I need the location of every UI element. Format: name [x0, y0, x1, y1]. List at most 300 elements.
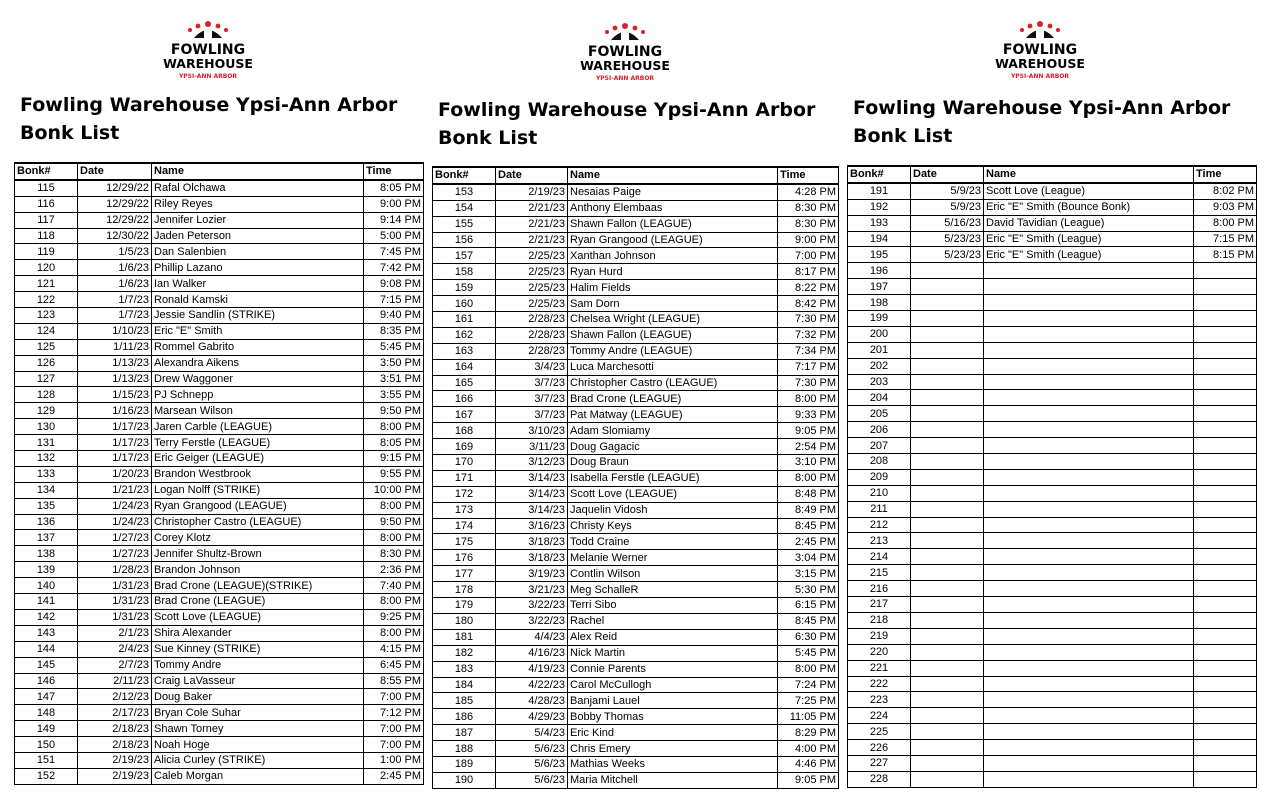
bonk-number-cell: 126	[15, 355, 78, 371]
time-cell: 8:00 PM	[364, 530, 424, 546]
bonk-number-cell: 223	[848, 692, 911, 708]
table-row	[15, 482, 424, 498]
date-cell	[911, 692, 984, 708]
name-cell: Eric Geiger (LEAGUE)	[152, 451, 364, 467]
bonk-number-cell: 215	[848, 565, 911, 581]
date-cell: 2/19/23	[496, 184, 568, 200]
name-cell: Logan Nolff (STRIKE)	[152, 482, 364, 498]
table-row	[433, 534, 839, 550]
name-cell: Chelsea Wright (LEAGUE)	[568, 312, 778, 328]
bonk-number-cell: 207	[848, 438, 911, 454]
time-cell: 6:30 PM	[778, 629, 839, 645]
bonk-number-cell: 179	[433, 598, 496, 614]
name-cell: Ryan Hurd	[568, 264, 778, 280]
time-cell: 4:00 PM	[778, 741, 839, 757]
title-line2: Bonk List	[20, 122, 120, 144]
bonk-number-cell: 170	[433, 455, 496, 471]
bonk-number-cell: 214	[848, 549, 911, 565]
time-cell: 5:00 PM	[364, 228, 424, 244]
time-cell: 9:08 PM	[364, 276, 424, 292]
date-cell: 2/17/23	[78, 705, 152, 721]
name-cell: Banjami Lauel	[568, 693, 778, 709]
table-row	[848, 263, 1257, 279]
table-row	[15, 276, 424, 292]
date-cell: 2/25/23	[496, 296, 568, 312]
date-cell: 3/7/23	[496, 407, 568, 423]
time-cell: 3:15 PM	[778, 566, 839, 582]
name-cell: Shira Alexander	[152, 625, 364, 641]
bonk-number-cell: 171	[433, 470, 496, 486]
table-row	[848, 533, 1257, 549]
time-cell: 7:34 PM	[778, 343, 839, 359]
table-row	[15, 578, 424, 594]
date-cell: 3/12/23	[496, 455, 568, 471]
bonk-number-cell: 208	[848, 454, 911, 470]
name-cell: Eric "E" Smith	[152, 323, 364, 339]
name-cell	[984, 469, 1194, 485]
date-cell: 3/18/23	[496, 534, 568, 550]
bonk-table-3	[847, 165, 1257, 788]
name-cell: Tommy Andre	[152, 657, 364, 673]
date-cell: 12/29/22	[78, 196, 152, 212]
bonk-number-cell: 140	[15, 578, 78, 594]
table-row	[433, 741, 839, 757]
date-cell: 2/21/23	[496, 232, 568, 248]
date-cell	[911, 644, 984, 660]
date-cell	[911, 295, 984, 311]
page-title	[20, 91, 397, 147]
logo-graphic	[990, 12, 1090, 82]
name-cell	[984, 263, 1194, 279]
date-cell	[911, 279, 984, 295]
table-row	[15, 339, 424, 355]
table-row	[15, 546, 424, 562]
date-cell: 12/30/22	[78, 228, 152, 244]
name-cell: Doug Baker	[152, 689, 364, 705]
time-cell: 7:00 PM	[364, 721, 424, 737]
date-cell: 4/4/23	[496, 629, 568, 645]
date-cell	[911, 740, 984, 756]
bonk-number-cell: 187	[433, 725, 496, 741]
name-cell: Christopher Castro (LEAGUE)	[568, 375, 778, 391]
date-cell: 3/4/23	[496, 359, 568, 375]
bonk-number-cell: 185	[433, 693, 496, 709]
page-title	[438, 96, 815, 152]
title-line2: Bonk List	[853, 125, 953, 147]
name-cell	[984, 279, 1194, 295]
table-row	[433, 598, 839, 614]
time-cell: 7:24 PM	[778, 677, 839, 693]
table-row	[848, 374, 1257, 390]
name-cell: Halim Fields	[568, 280, 778, 296]
time-cell: 9:00 PM	[364, 196, 424, 212]
bonk-number-cell: 145	[15, 657, 78, 673]
date-cell: 3/21/23	[496, 582, 568, 598]
table-row	[848, 581, 1257, 597]
table-row	[15, 196, 424, 212]
time-cell: 7:17 PM	[778, 359, 839, 375]
table-row	[848, 565, 1257, 581]
time-cell: 5:45 PM	[778, 645, 839, 661]
time-cell: 8:45 PM	[778, 518, 839, 534]
table-row	[848, 326, 1257, 342]
table-row	[15, 594, 424, 610]
table-row	[433, 184, 839, 200]
name-cell: Marsean Wilson	[152, 403, 364, 419]
name-cell: Rafal Olchawa	[152, 180, 364, 196]
date-cell: 1/24/23	[78, 498, 152, 514]
name-cell: Craig LaVasseur	[152, 673, 364, 689]
bonk-number-cell: 160	[433, 296, 496, 312]
name-cell: Alexandra Aikens	[152, 355, 364, 371]
name-cell	[984, 326, 1194, 342]
name-cell: Nick Martin	[568, 645, 778, 661]
name-cell: Rachel	[568, 613, 778, 629]
bonk-number-cell: 203	[848, 374, 911, 390]
name-cell: Caleb Morgan	[152, 768, 364, 784]
name-cell: Brad Crone (LEAGUE)	[568, 391, 778, 407]
date-cell: 2/1/23	[78, 625, 152, 641]
time-cell: 9:50 PM	[364, 514, 424, 530]
date-cell: 3/10/23	[496, 423, 568, 439]
time-cell	[1194, 533, 1257, 549]
name-cell	[984, 708, 1194, 724]
table-row	[848, 724, 1257, 740]
table-row	[433, 756, 839, 772]
table-row	[848, 628, 1257, 644]
bonk-number-cell: 134	[15, 482, 78, 498]
bonk-number-cell: 198	[848, 295, 911, 311]
time-cell	[1194, 740, 1257, 756]
date-cell: 2/25/23	[496, 248, 568, 264]
table-row	[15, 498, 424, 514]
date-cell	[911, 469, 984, 485]
time-cell: 6:45 PM	[364, 657, 424, 673]
table-row	[848, 644, 1257, 660]
time-cell: 9:05 PM	[778, 772, 839, 788]
bonk-number-cell: 205	[848, 406, 911, 422]
time-cell	[1194, 469, 1257, 485]
name-cell	[984, 660, 1194, 676]
date-cell	[911, 342, 984, 358]
date-cell: 2/7/23	[78, 657, 152, 673]
header-time: Time	[778, 167, 839, 184]
table-row	[848, 342, 1257, 358]
name-cell: Dan Salenbien	[152, 244, 364, 260]
name-cell	[984, 597, 1194, 613]
date-cell: 5/4/23	[496, 725, 568, 741]
time-cell: 10:00 PM	[364, 482, 424, 498]
name-cell: Maria Mitchell	[568, 772, 778, 788]
time-cell	[1194, 311, 1257, 327]
time-cell: 8:42 PM	[778, 296, 839, 312]
name-cell: Phillip Lazano	[152, 260, 364, 276]
name-cell	[984, 358, 1194, 374]
bonk-number-cell: 220	[848, 644, 911, 660]
bonk-number-cell: 169	[433, 439, 496, 455]
logo-sub: YPSI-ANN ARBOR	[1010, 73, 1070, 80]
table-row	[433, 248, 839, 264]
time-cell: 8:55 PM	[364, 673, 424, 689]
time-cell	[1194, 438, 1257, 454]
name-cell	[984, 771, 1194, 787]
name-cell: Luca Marchesotti	[568, 359, 778, 375]
bonk-number-cell: 120	[15, 260, 78, 276]
table-row	[433, 518, 839, 534]
date-cell: 1/17/23	[78, 419, 152, 435]
table-row	[433, 502, 839, 518]
bonk-number-cell: 218	[848, 612, 911, 628]
logo-line1: FOWLING	[170, 42, 246, 58]
time-cell: 7:42 PM	[364, 260, 424, 276]
date-cell	[911, 326, 984, 342]
name-cell: Alicia Curley (STRIKE)	[152, 752, 364, 768]
table-row	[15, 308, 424, 324]
table-row	[848, 469, 1257, 485]
table-row	[848, 708, 1257, 724]
date-cell: 5/6/23	[496, 772, 568, 788]
table-row	[433, 677, 839, 693]
time-cell: 9:50 PM	[364, 403, 424, 419]
header-time: Time	[1194, 166, 1257, 183]
bonk-number-cell: 137	[15, 530, 78, 546]
date-cell: 5/23/23	[911, 231, 984, 247]
name-cell	[984, 581, 1194, 597]
name-cell	[984, 342, 1194, 358]
name-cell: Jaden Peterson	[152, 228, 364, 244]
bonk-number-cell: 213	[848, 533, 911, 549]
table-row	[15, 371, 424, 387]
logo-line2: WAREHOUSE	[995, 56, 1085, 71]
header-time: Time	[364, 163, 424, 180]
bonk-number-cell: 227	[848, 755, 911, 771]
date-cell: 2/19/23	[78, 752, 152, 768]
table-row	[15, 530, 424, 546]
date-cell: 1/24/23	[78, 514, 152, 530]
name-cell: Scott Love (League)	[984, 183, 1194, 199]
header-date: Date	[78, 163, 152, 180]
bonk-number-cell: 152	[15, 768, 78, 784]
table-row	[848, 247, 1257, 263]
name-cell: Jennifer Lozier	[152, 212, 364, 228]
name-cell: Xanthan Johnson	[568, 248, 778, 264]
date-cell: 1/20/23	[78, 466, 152, 482]
bonk-number-cell: 153	[433, 184, 496, 200]
bonk-number-cell: 194	[848, 231, 911, 247]
name-cell: Drew Waggoner	[152, 371, 364, 387]
bonk-number-cell: 219	[848, 628, 911, 644]
date-cell	[911, 549, 984, 565]
date-cell: 3/7/23	[496, 391, 568, 407]
date-cell: 3/11/23	[496, 439, 568, 455]
table-row	[15, 689, 424, 705]
name-cell: Shawn Fallon (LEAGUE)	[568, 216, 778, 232]
table-row	[848, 501, 1257, 517]
time-cell: 7:15 PM	[364, 292, 424, 308]
date-cell	[911, 724, 984, 740]
time-cell	[1194, 597, 1257, 613]
time-cell: 9:14 PM	[364, 212, 424, 228]
date-cell: 1/27/23	[78, 546, 152, 562]
date-cell: 5/16/23	[911, 215, 984, 231]
time-cell: 5:30 PM	[778, 582, 839, 598]
bonk-number-cell: 193	[848, 215, 911, 231]
bonk-number-cell: 148	[15, 705, 78, 721]
table-row	[848, 692, 1257, 708]
date-cell: 1/17/23	[78, 435, 152, 451]
name-cell: Tommy Andre (LEAGUE)	[568, 343, 778, 359]
time-cell	[1194, 501, 1257, 517]
logo-sub: YPSI-ANN ARBOR	[178, 73, 238, 80]
bonk-number-cell: 130	[15, 419, 78, 435]
table-row	[15, 705, 424, 721]
table-row	[848, 438, 1257, 454]
time-cell	[1194, 724, 1257, 740]
table-row	[848, 660, 1257, 676]
time-cell: 8:35 PM	[364, 323, 424, 339]
title-line1: Fowling Warehouse Ypsi-Ann Arbor	[438, 99, 816, 121]
time-cell: 8:00 PM	[364, 594, 424, 610]
date-cell	[911, 676, 984, 692]
date-cell	[911, 263, 984, 279]
bonk-number-cell: 138	[15, 546, 78, 562]
name-cell: Doug Gagacic	[568, 439, 778, 455]
date-cell	[911, 581, 984, 597]
name-cell: Ian Walker	[152, 276, 364, 292]
logo-sub: YPSI-ANN ARBOR	[595, 75, 655, 82]
time-cell: 8:02 PM	[1194, 183, 1257, 199]
name-cell: Connie Parents	[568, 661, 778, 677]
date-cell	[911, 438, 984, 454]
time-cell: 8:30 PM	[364, 546, 424, 562]
date-cell	[911, 565, 984, 581]
date-cell: 1/31/23	[78, 578, 152, 594]
time-cell	[1194, 771, 1257, 787]
table-row	[15, 737, 424, 753]
table-row	[15, 673, 424, 689]
date-cell: 2/4/23	[78, 641, 152, 657]
time-cell: 9:40 PM	[364, 308, 424, 324]
name-cell: Isabella Ferstle (LEAGUE)	[568, 470, 778, 486]
name-cell: Sam Dorn	[568, 296, 778, 312]
date-cell: 1/16/23	[78, 403, 152, 419]
date-cell: 1/31/23	[78, 609, 152, 625]
bonk-number-cell: 217	[848, 597, 911, 613]
time-cell: 8:30 PM	[778, 200, 839, 216]
date-cell: 5/6/23	[496, 741, 568, 757]
time-cell	[1194, 517, 1257, 533]
time-cell: 7:00 PM	[364, 737, 424, 753]
date-cell: 3/14/23	[496, 470, 568, 486]
date-cell: 2/12/23	[78, 689, 152, 705]
table-row	[433, 661, 839, 677]
name-cell	[984, 740, 1194, 756]
time-cell: 3:51 PM	[364, 371, 424, 387]
name-cell	[984, 692, 1194, 708]
time-cell: 11:05 PM	[778, 709, 839, 725]
table-row	[848, 549, 1257, 565]
table-row	[848, 755, 1257, 771]
bonk-number-cell: 159	[433, 280, 496, 296]
date-cell	[911, 406, 984, 422]
time-cell: 7:45 PM	[364, 244, 424, 260]
date-cell	[911, 358, 984, 374]
time-cell: 7:32 PM	[778, 327, 839, 343]
table-row	[848, 406, 1257, 422]
table-row	[433, 359, 839, 375]
bonk-number-cell: 163	[433, 343, 496, 359]
date-cell: 2/18/23	[78, 721, 152, 737]
name-cell: Contlin Wilson	[568, 566, 778, 582]
date-cell: 2/18/23	[78, 737, 152, 753]
bonk-number-cell: 131	[15, 435, 78, 451]
table-row	[848, 771, 1257, 787]
date-cell: 2/19/23	[78, 768, 152, 784]
bonk-number-cell: 201	[848, 342, 911, 358]
table-row	[15, 466, 424, 482]
name-cell: Brad Crone (LEAGUE)(STRIKE)	[152, 578, 364, 594]
bonk-number-cell: 174	[433, 518, 496, 534]
name-cell	[984, 311, 1194, 327]
time-cell: 8:00 PM	[364, 498, 424, 514]
bonk-number-cell: 158	[433, 264, 496, 280]
bonk-number-cell: 204	[848, 390, 911, 406]
title-line2: Bonk List	[438, 127, 538, 149]
bonk-number-cell: 124	[15, 323, 78, 339]
date-cell: 3/18/23	[496, 550, 568, 566]
time-cell: 2:54 PM	[778, 439, 839, 455]
table-row	[15, 228, 424, 244]
time-cell	[1194, 422, 1257, 438]
table-row	[15, 657, 424, 673]
table-row	[15, 514, 424, 530]
bonk-number-cell: 186	[433, 709, 496, 725]
time-cell: 8:30 PM	[778, 216, 839, 232]
date-cell: 1/28/23	[78, 562, 152, 578]
time-cell	[1194, 406, 1257, 422]
table-row	[848, 612, 1257, 628]
bonk-number-cell: 117	[15, 212, 78, 228]
bonk-number-cell: 135	[15, 498, 78, 514]
name-cell	[984, 422, 1194, 438]
table-row	[15, 641, 424, 657]
name-cell: Scott Love (LEAGUE)	[568, 486, 778, 502]
bonk-number-cell: 149	[15, 721, 78, 737]
time-cell: 9:15 PM	[364, 451, 424, 467]
bonk-number-cell: 228	[848, 771, 911, 787]
bonk-number-cell: 195	[848, 247, 911, 263]
time-cell: 8:05 PM	[364, 435, 424, 451]
name-cell: Bobby Thomas	[568, 709, 778, 725]
name-cell	[984, 549, 1194, 565]
date-cell: 2/11/23	[78, 673, 152, 689]
bonk-number-cell: 133	[15, 466, 78, 482]
time-cell: 6:15 PM	[778, 598, 839, 614]
fowling-warehouse-logo	[158, 12, 258, 82]
name-cell: Melanie Werner	[568, 550, 778, 566]
table-row	[433, 645, 839, 661]
table-row	[433, 439, 839, 455]
table-row	[15, 244, 424, 260]
bonk-number-cell: 184	[433, 677, 496, 693]
date-cell	[911, 390, 984, 406]
name-cell: Meg SchalleR	[568, 582, 778, 598]
bonk-number-cell: 141	[15, 594, 78, 610]
bonk-number-cell: 216	[848, 581, 911, 597]
date-cell: 1/13/23	[78, 371, 152, 387]
time-cell: 7:25 PM	[778, 693, 839, 709]
name-cell	[984, 565, 1194, 581]
